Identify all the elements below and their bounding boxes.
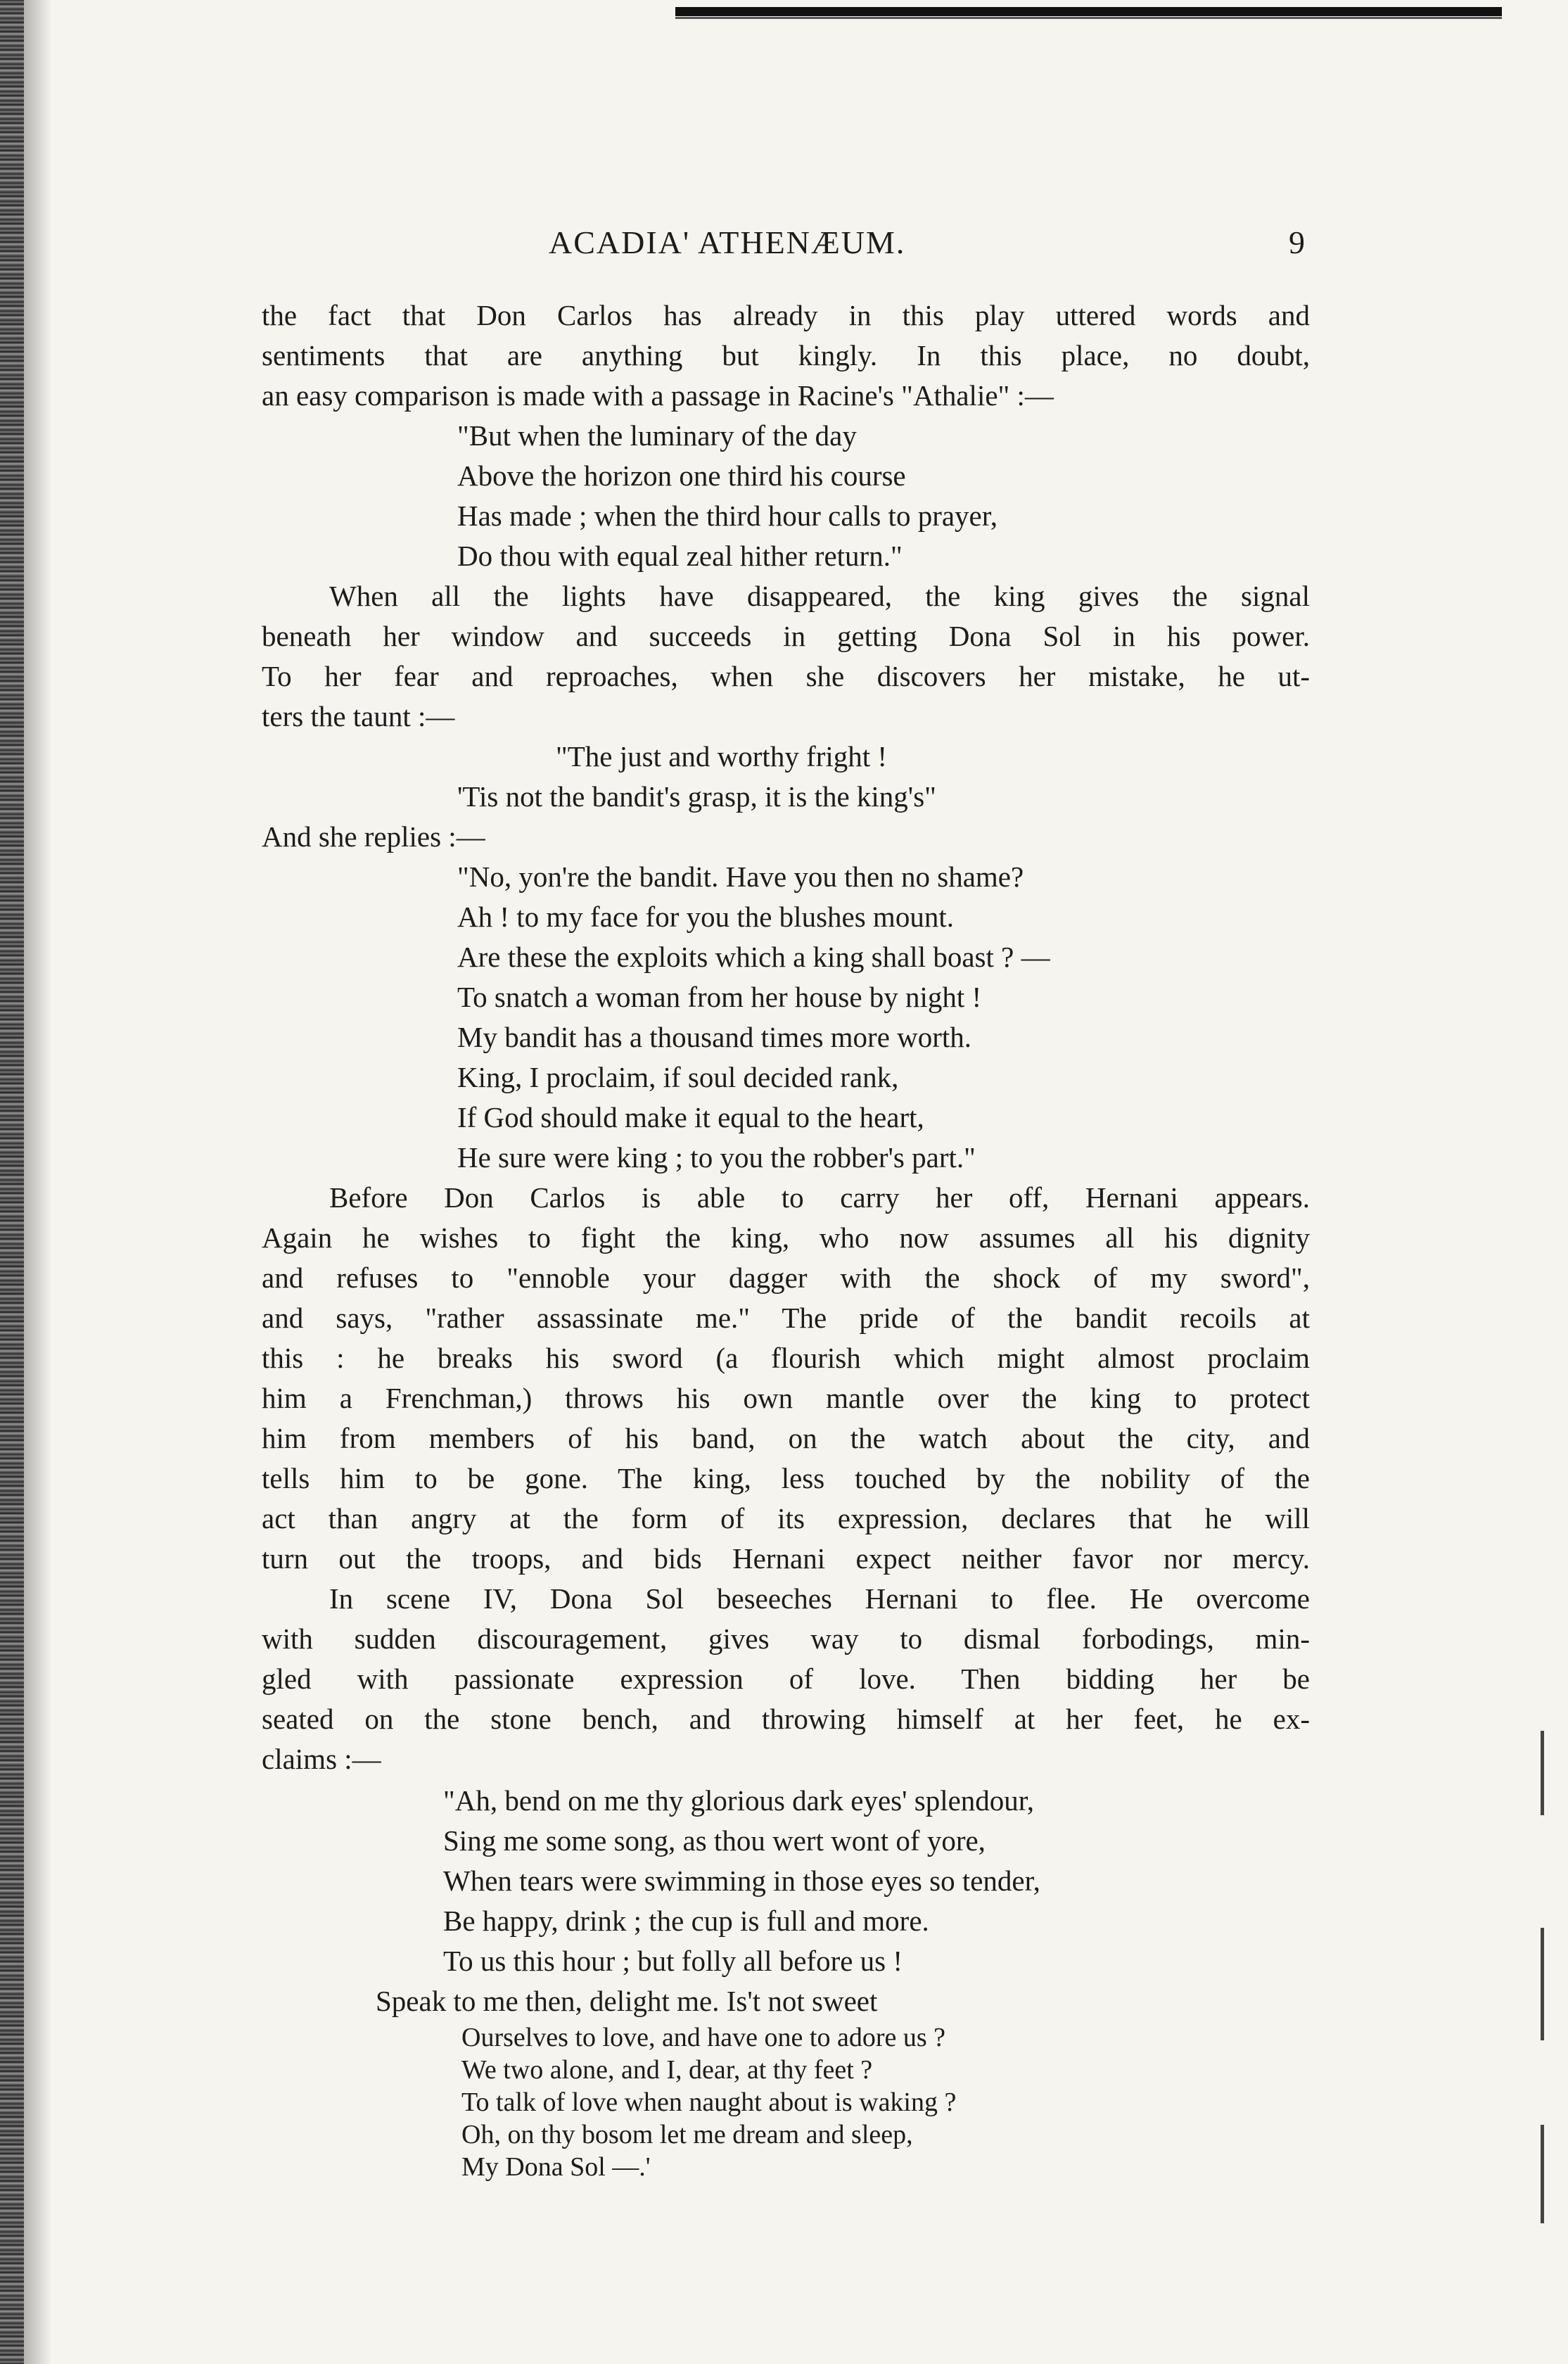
text-line: beneath her window and succeeds in getting Dona Sol in his power. — [262, 620, 1310, 652]
verse-line: "But when the luminary of the day — [457, 419, 857, 452]
verse-line: "No, yon're the bandit. Have you then no shame? — [457, 860, 1024, 893]
verse-line: We two alone, and I, dear, at thy feet ? — [461, 2055, 873, 2085]
text-line: an easy comparison is made with a passage in Racine's "Athalie" :— — [262, 379, 1054, 412]
binding-shadow — [0, 0, 24, 2364]
text-line: tells him to be gone. The king, less touched by the nobility of the — [262, 1462, 1310, 1494]
margin-mark — [1541, 2125, 1544, 2223]
text-line: In scene IV, Dona Sol beseeches Hernani to flee. He overcome — [329, 1582, 1310, 1615]
margin-mark — [1541, 1928, 1544, 2040]
verse-line: To talk of love when naught about is waking ? — [461, 2087, 957, 2117]
text-line: and says, "rather assassinate me." The pride of the bandit recoils at — [262, 1302, 1310, 1334]
verse-line: King, I proclaim, if soul decided rank, — [457, 1061, 899, 1093]
text-line: When all the lights have disappeared, the king gives the signal — [329, 580, 1310, 612]
verse-line: "The just and worthy fright ! — [556, 740, 888, 773]
page-body — [262, 296, 1310, 2183]
verse-line: "Ah, bend on me thy glorious dark eyes' splendour, — [443, 1784, 1035, 1817]
text-line: sentiments that are anything but kingly. In this place, no doubt, — [262, 339, 1310, 371]
verse-line: 'Tis not the bandit's grasp, it is the king's" — [457, 780, 936, 813]
top-border-rule — [675, 7, 1502, 16]
verse-line: Are these the exploits which a king shall boast ? — — [457, 941, 1050, 973]
text-line: this : he breaks his sword (a flourish which might almost proclaim — [262, 1342, 1310, 1374]
verse-line: My bandit has a thousand times more worth. — [457, 1021, 972, 1053]
page-number: 9 — [1289, 224, 1305, 260]
text-line: Again he wishes to fight the king, who now assumes all his dignity — [262, 1221, 1310, 1254]
verse-line: Has made ; when the third hour calls to prayer, — [457, 500, 998, 532]
verse-line: Ah ! to my face for you the blushes mount. — [457, 901, 954, 933]
verse-line: Speak to me then, delight me. Is't not sweet — [376, 1985, 878, 2017]
text-line: And she replies :— — [262, 820, 485, 853]
verse-line: If God should make it equal to the heart, — [457, 1101, 924, 1133]
verse-line: Do thou with equal zeal hither return." — [457, 540, 903, 572]
verse-line: To snatch a woman from her house by night ! — [457, 981, 982, 1013]
text-line: the fact that Don Carlos has already in this play uttered words and — [262, 299, 1310, 331]
text-line: Before Don Carlos is able to carry her off, Hernani appears. — [329, 1181, 1310, 1214]
text-line: gled with passionate expression of love. Then bidding her be — [262, 1663, 1310, 1695]
text-line: To her fear and reproaches, when she discovers her mistake, he ut- — [262, 660, 1310, 692]
verse-line: To us this hour ; but folly all before us ! — [443, 1945, 903, 1977]
page-header — [0, 224, 1568, 273]
text-line: claims :— — [262, 1743, 381, 1775]
text-line: ters the taunt :— — [262, 700, 455, 732]
margin-mark — [1541, 1731, 1544, 1815]
verse-line: Sing me some song, as thou wert wont of yore, — [443, 1824, 986, 1857]
verse-line: He sure were king ; to you the robber's part." — [457, 1141, 976, 1174]
text-line: with sudden discouragement, gives way to dismal forbodings, min- — [262, 1622, 1310, 1655]
verse-line: My Dona Sol —.' — [461, 2152, 651, 2182]
top-border-rule-thin — [675, 17, 1502, 19]
text-line: him from members of his band, on the watch about the city, and — [262, 1422, 1310, 1454]
verse-line: Oh, on thy bosom let me dream and sleep, — [461, 2120, 913, 2149]
text-line: act than angry at the form of its expression, declares that he will — [262, 1502, 1310, 1534]
text-line: seated on the stone bench, and throwing himself at her feet, he ex- — [262, 1703, 1310, 1735]
verse-line: When tears were swimming in those eyes so tender, — [443, 1864, 1040, 1897]
running-title: ACADIA' ATHENÆUM. — [549, 224, 906, 260]
verse-line: Ourselves to love, and have one to adore us ? — [461, 2023, 946, 2052]
text-line: and refuses to "ennoble your dagger with the shock of my sword", — [262, 1262, 1310, 1294]
text-line: him a Frenchman,) throws his own mantle over the king to protect — [262, 1382, 1310, 1414]
binding-shadow-fade — [24, 0, 52, 2364]
text-line: turn out the troops, and bids Hernani expect neither favor nor mercy. — [262, 1542, 1310, 1575]
verse-line: Be happy, drink ; the cup is full and more. — [443, 1905, 929, 1937]
verse-line: Above the horizon one third his course — [457, 459, 906, 492]
